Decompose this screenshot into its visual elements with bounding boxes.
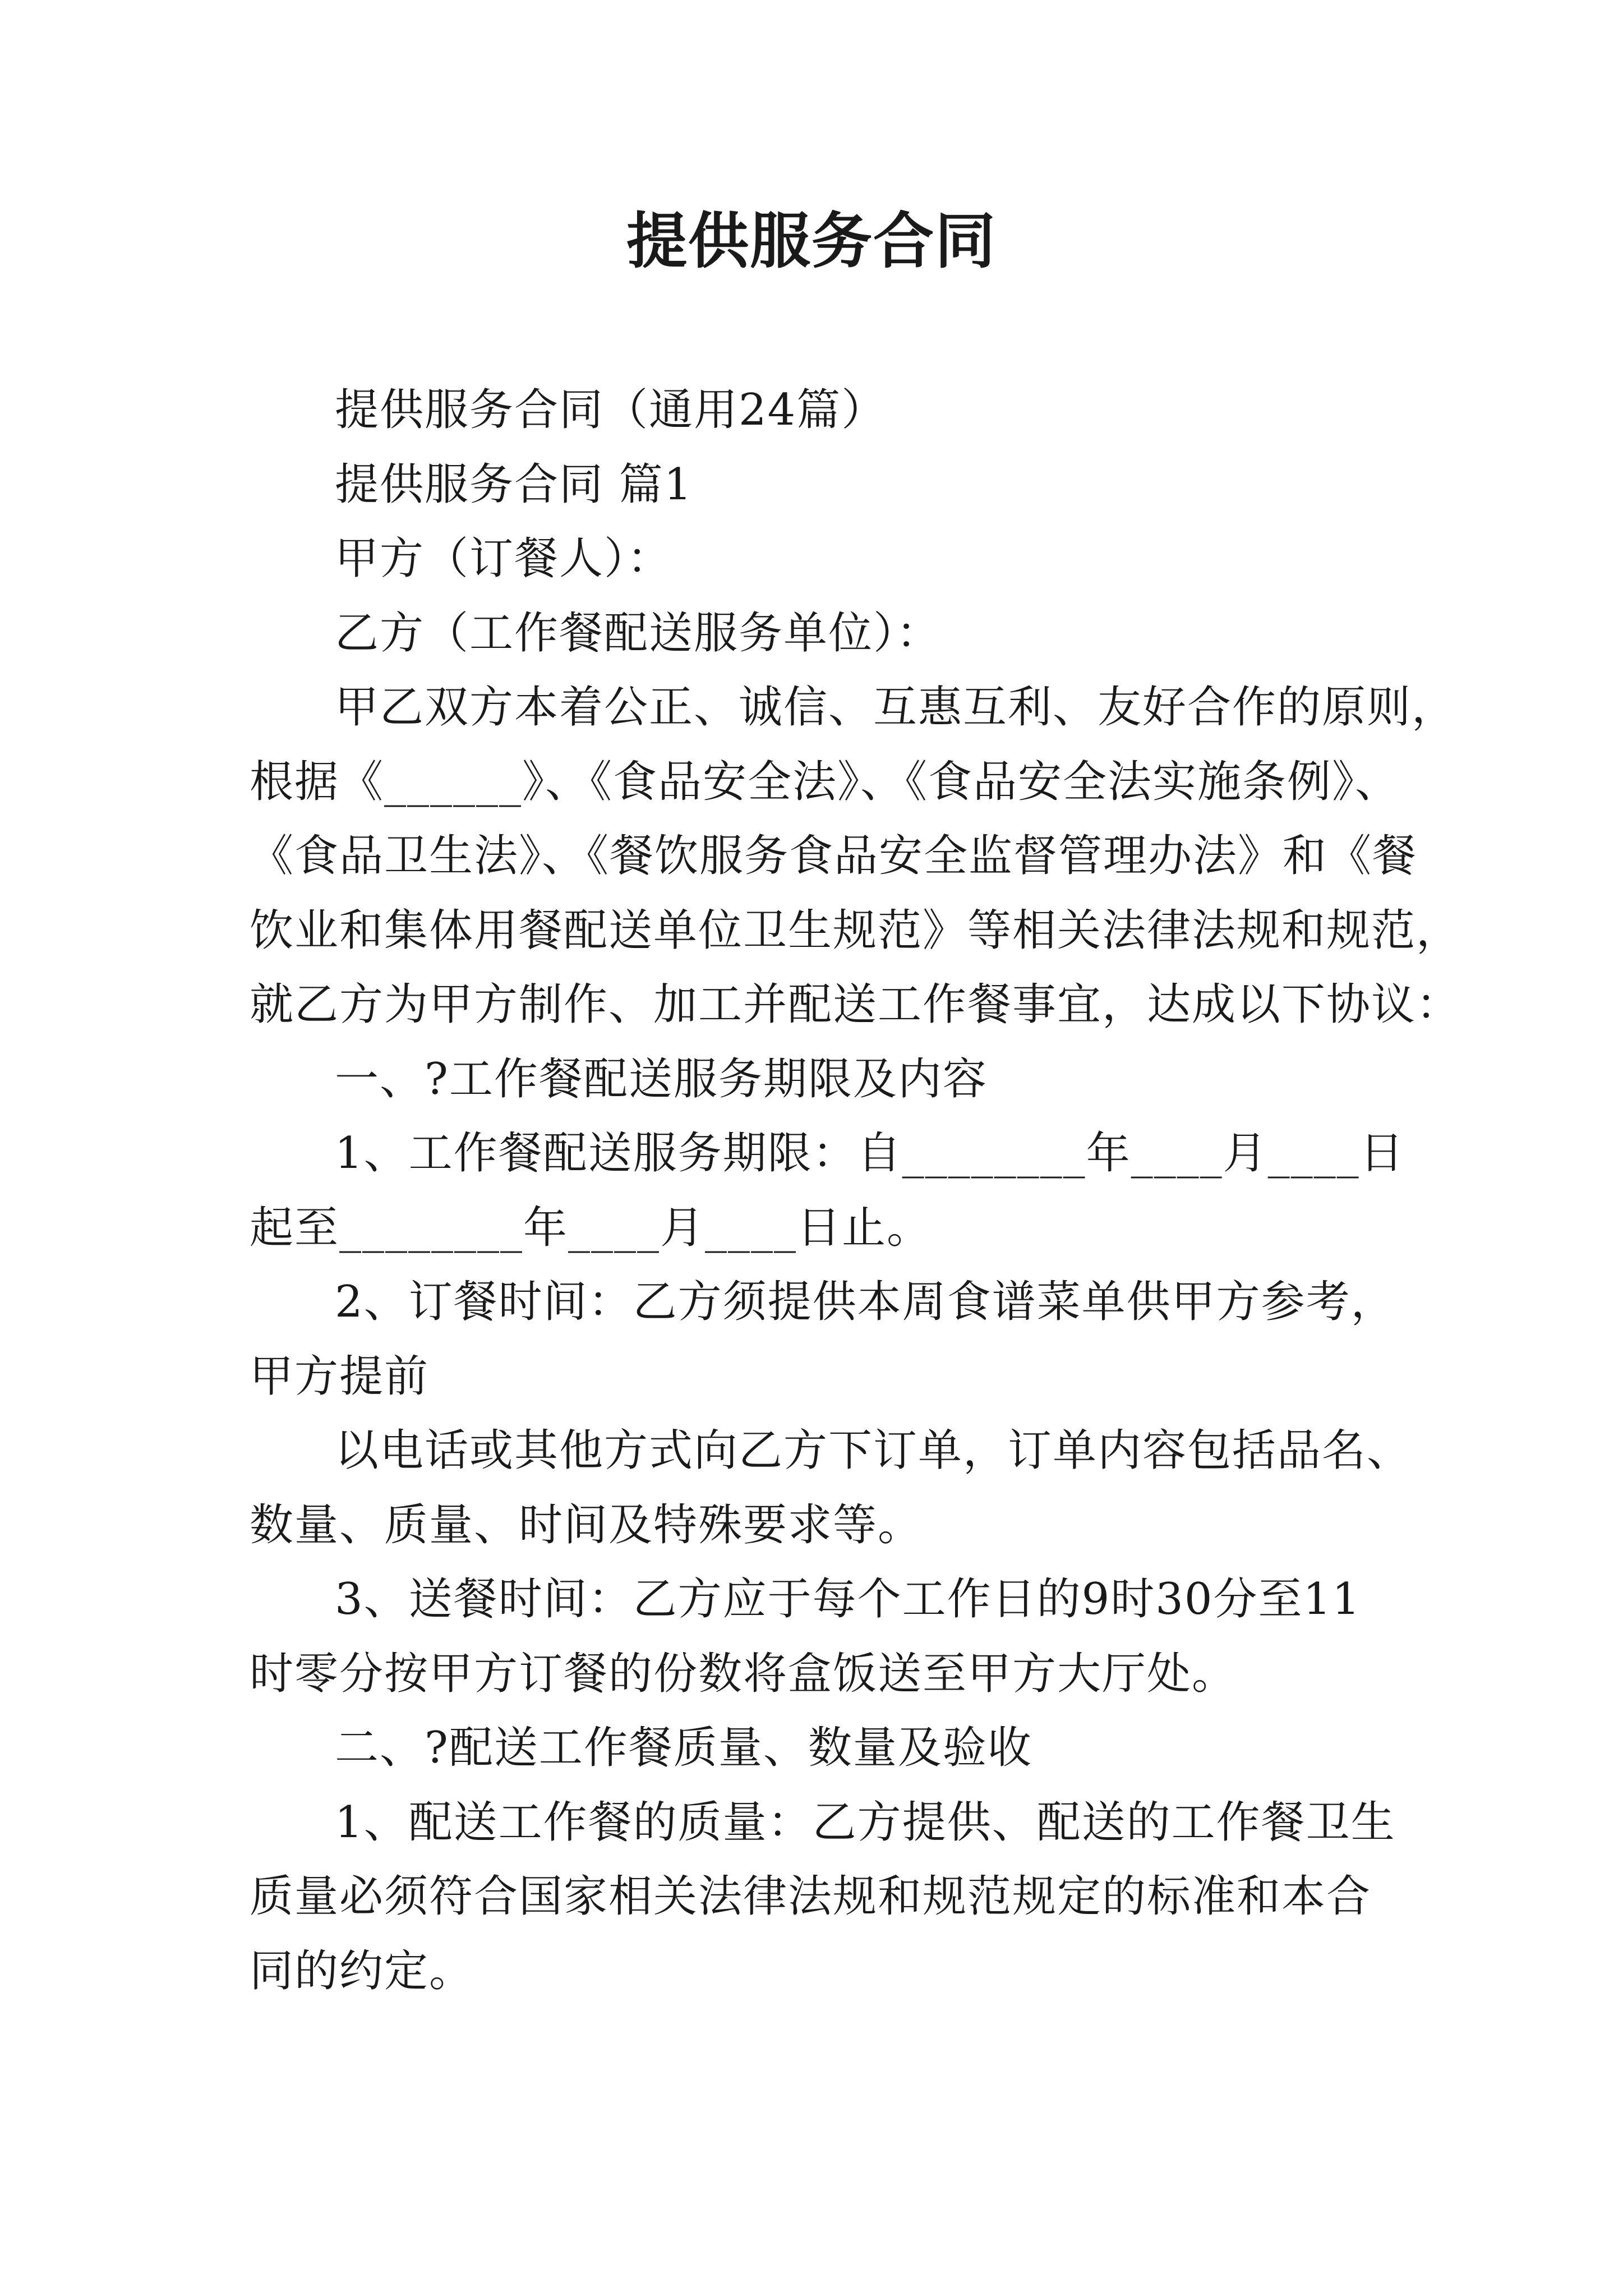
paragraph-line: 就乙方为甲方制作、加工并配送工作餐事宜，达成以下协议： [250,979,1461,1030]
clause-line: 起至________年____月____日止。 [250,1202,932,1253]
paragraph-line: 根据《______》、《食品安全法》、《食品安全法实施条例》、 [250,756,1400,807]
clause-line: 2、订餐时间：乙方须提供本周食谱菜单供甲方参考， [335,1277,1396,1327]
clause-line: 数量、质量、时间及特殊要求等。 [250,1499,923,1550]
clause-line: 3、送餐时间：乙方应于每个工作日的9时30分至11 [335,1574,1361,1625]
clause-heading: 一、?工作餐配送服务期限及内容 [335,1053,988,1105]
clause-line: 1、配送工作餐的质量：乙方提供、配送的工作餐卫生 [335,1797,1396,1848]
document-body [250,373,1461,2008]
subtitle-line: 提供服务合同（通用24篇） [335,385,887,435]
party-b-line: 乙方（工作餐配送服务单位）： [335,608,942,659]
clause-line: 1、工作餐配送服务期限：自________年____月____日 [335,1128,1405,1179]
clause-line: 甲方提前 [250,1351,430,1402]
paragraph-line: 饮业和集体用餐配送单位卫生规范》等相关法律法规和规范， [250,905,1461,956]
clause-line: 以电话或其他方式向乙方下订单，订单内容包括品名、 [335,1425,1412,1476]
party-a-line: 甲方（订餐人）： [335,533,672,584]
clause-line: 同的约定。 [250,1945,474,1996]
section-heading: 提供服务合同 篇1 [335,459,693,510]
clause-line: 质量必须符合国家相关法律法规和规范规定的标准和本合 [250,1871,1372,1922]
clause-line: 时零分按甲方订餐的份数将盒饭送至甲方大厅处。 [250,1648,1237,1699]
clause-heading: 二、?配送工作餐质量、数量及验收 [335,1723,1032,1773]
paragraph-line: 甲乙双方本着公正、诚信、互惠互利、友好合作的原则， [335,682,1457,733]
paragraph-line: 《食品卫生法》、《餐饮服务食品安全监督管理办法》和《餐 [250,831,1418,881]
document-title: 提供服务合同 [626,206,997,277]
